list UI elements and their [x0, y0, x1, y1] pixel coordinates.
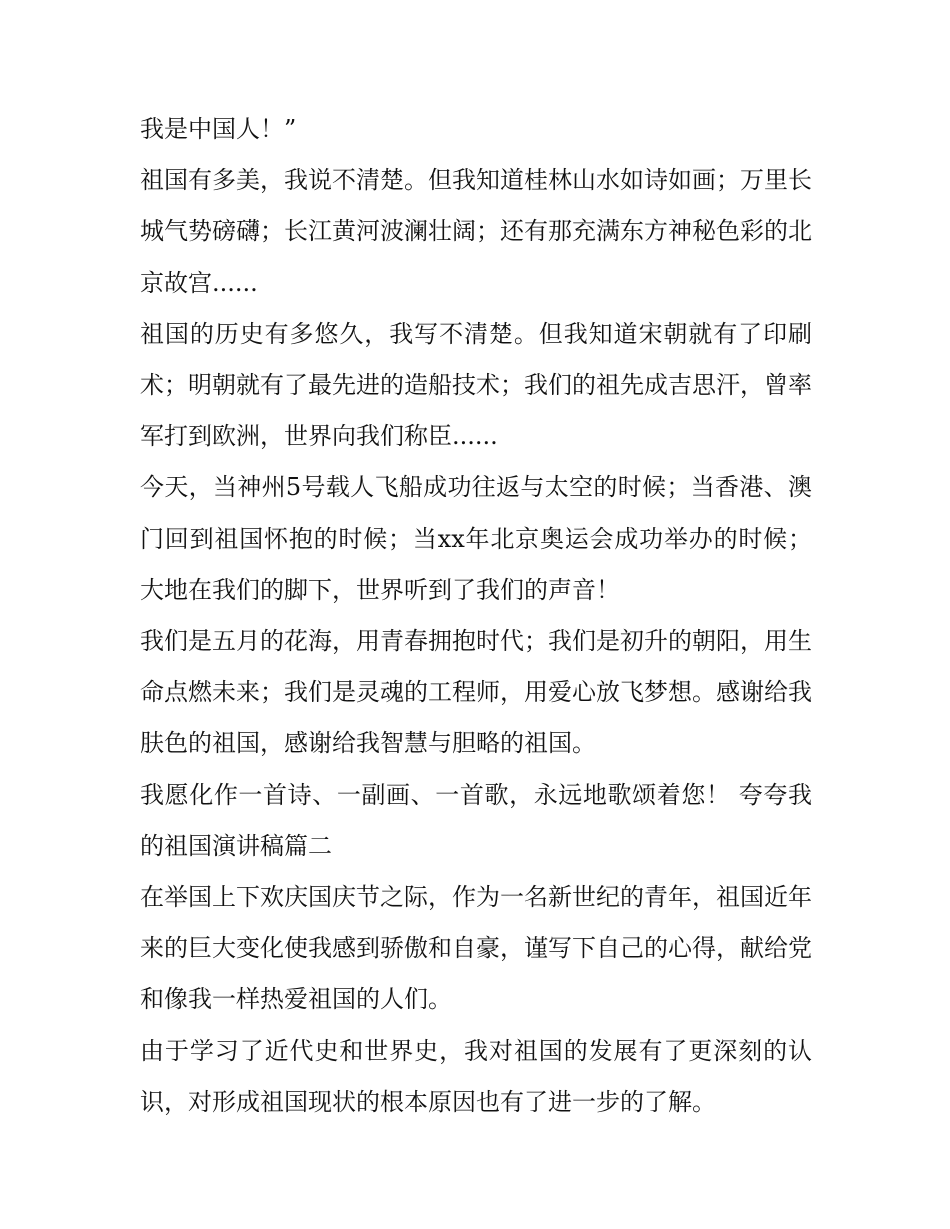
paragraph-5: 我们是五月的花海，用青春拥抱时代；我们是初升的朝阳，用生命点燃未来；我们是灵魂的工程师，用爱心放飞梦想。感谢给我肤色的祖国，感谢给我智慧与胆略的祖国。	[140, 627, 812, 758]
paragraph-4: 今天，当神州5号载人飞船成功往返与太空的时候；当香港、澳门回到祖国怀抱的时候；当xx年北京奥运会成功举办的时候；大地在我们的脚下，世界听到了我们的声音！	[140, 473, 812, 604]
paragraph-2: 祖国有多美，我说不清楚。但我知道桂林山水如诗如画；万里长城气势磅礴；长江黄河波澜壮阔；还有那充满东方神秘色彩的北京故宫......	[140, 166, 812, 297]
paragraph-7: 在举国上下欢庆国庆节之际，作为一名新世纪的青年，祖国近年来的巨大变化使我感到骄傲和自豪，谨写下自己的心得，献给党和像我一样热爱祖国的人们。	[140, 883, 812, 1014]
paragraph-6: 我愿化作一首诗、一副画、一首歌，永远地歌颂着您！ 夸夸我的祖国演讲稿篇二	[140, 780, 812, 860]
paragraph-8: 由于学习了近代史和世界史，我对祖国的发展有了更深刻的认识，对形成祖国现状的根本原因也有了进一步的了解。	[140, 1036, 812, 1116]
paragraph-1: 我是中国人！”	[140, 115, 297, 143]
paragraph-3: 祖国的历史有多悠久，我写不清楚。但我知道宋朝就有了印刷术；明朝就有了最先进的造船技术；我们的祖先成吉思汗，曾率军打到欧洲，世界向我们称臣......	[140, 319, 812, 451]
document-body	[140, 104, 812, 1128]
